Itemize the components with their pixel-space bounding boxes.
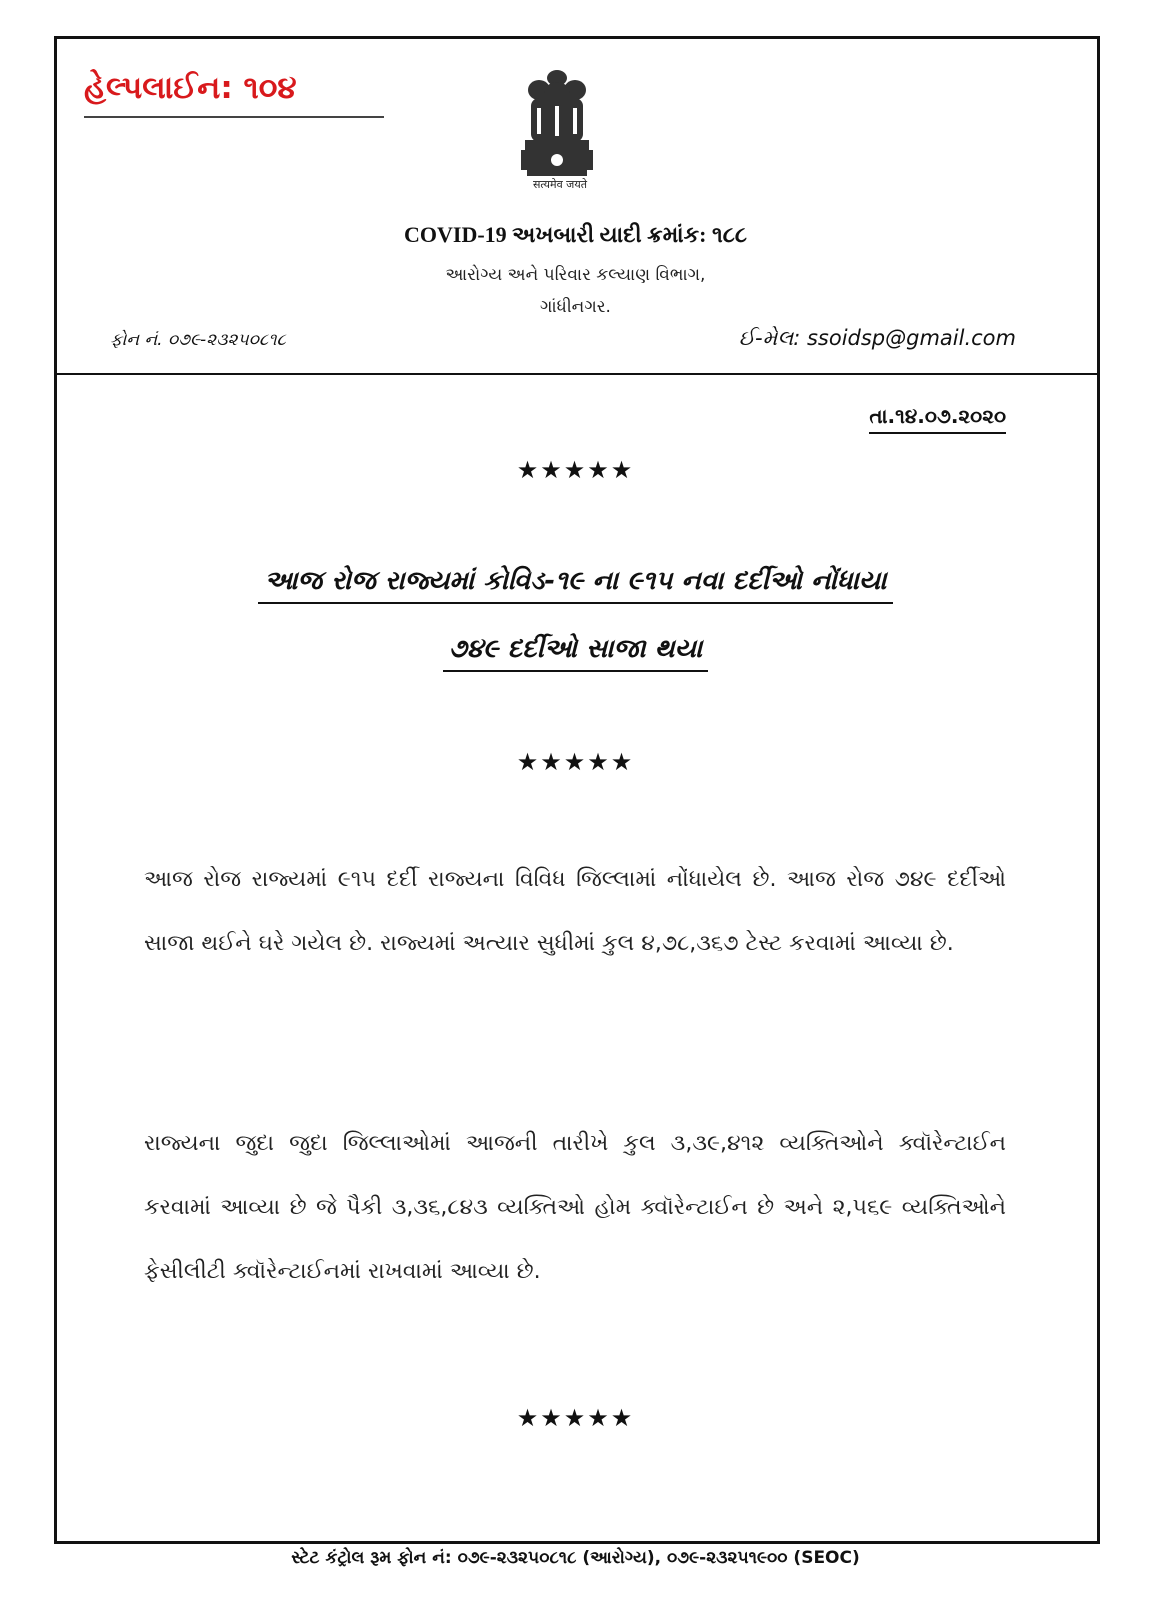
stars-divider: ★★★★★	[516, 456, 635, 484]
paragraph-quarantine: રાજ્યના જુદા જુદા જિલ્લાઓમાં આજની તારીખે કુલ ૩,૩૯,૪૧૨ વ્યક્તિઓને ક્વૉરેન્ટાઈન કરવામાં આવ્યા છે જે પૈકી ૩,૩૬,૮૪૩ વ્યક્તિઓ હોમ ક્વૉરેન્ટાઈન છે અને ૨,૫૬૯ વ્યક્તિઓને ફેસીલીટી ક્વૉરેન્ટાઈનમાં રાખવામાં આવ્યા છે.	[144, 1131, 1006, 1284]
email-address: ઈ-મેલ: ssoidsp@gmail.com	[738, 326, 1016, 350]
headline-new-cases-text: આજ રોજ રાજ્યમાં કોવિડ-૧૯ ના ૯૧૫ નવા દર્દીઓ નોંધાયા	[258, 566, 892, 604]
control-room-footer: સ્ટેટ કંટ્રોલ રૂમ ફોન નં: ૦૭૯-૨૩૨૫૦૮૧૮ (આરોગ્ય), ૦૭૯-૨૩૨૫૧૯૦૦ (SEOC)	[291, 1548, 860, 1568]
phone-number: ફોન નં. ૦૭૯-૨૩૨૫૦૮૧૮	[110, 330, 286, 350]
document-frame	[54, 36, 1100, 1544]
headline-new-cases	[0, 566, 1151, 597]
headline-recovered-text: ૭૪૯ દર્દીઓ સાજા થયા	[443, 634, 709, 672]
stars-divider: ★★★★★	[516, 1404, 635, 1432]
paragraph-cases-tests: આજ રોજ રાજ્યમાં ૯૧૫ દર્દી રાજ્યના વિવિધ જિલ્લામાં નોંધાયેલ છે. આજ રોજ ૭૪૯ દર્દીઓ સાજા થઈને ઘરે ગયેલ છે. રાજ્યમાં અત્યાર સુધીમાં કુલ ૪,૭૮,૩૬૭ ટેસ્ટ કરવામાં આવ્યા છે.	[144, 867, 1006, 956]
helpline-number: હેલ્પલાઈન: ૧૦૪	[84, 62, 384, 118]
headline-recovered	[0, 634, 1151, 665]
release-date: તા.૧૪.૦૭.૨૦૨૦	[869, 404, 1006, 434]
emblem-motto: सत्यमेव जयते	[532, 178, 587, 191]
stars-divider: ★★★★★	[516, 748, 635, 776]
header-divider	[57, 373, 1097, 375]
city-name: ગાંધીનગર.	[540, 297, 611, 317]
department-name: આરોગ્ય અને પરિવાર કલ્યાણ વિભાગ,	[445, 265, 706, 285]
press-release-title: COVID-19 અખબારી યાદી ક્રમાંક: ૧૮૮	[404, 222, 747, 247]
